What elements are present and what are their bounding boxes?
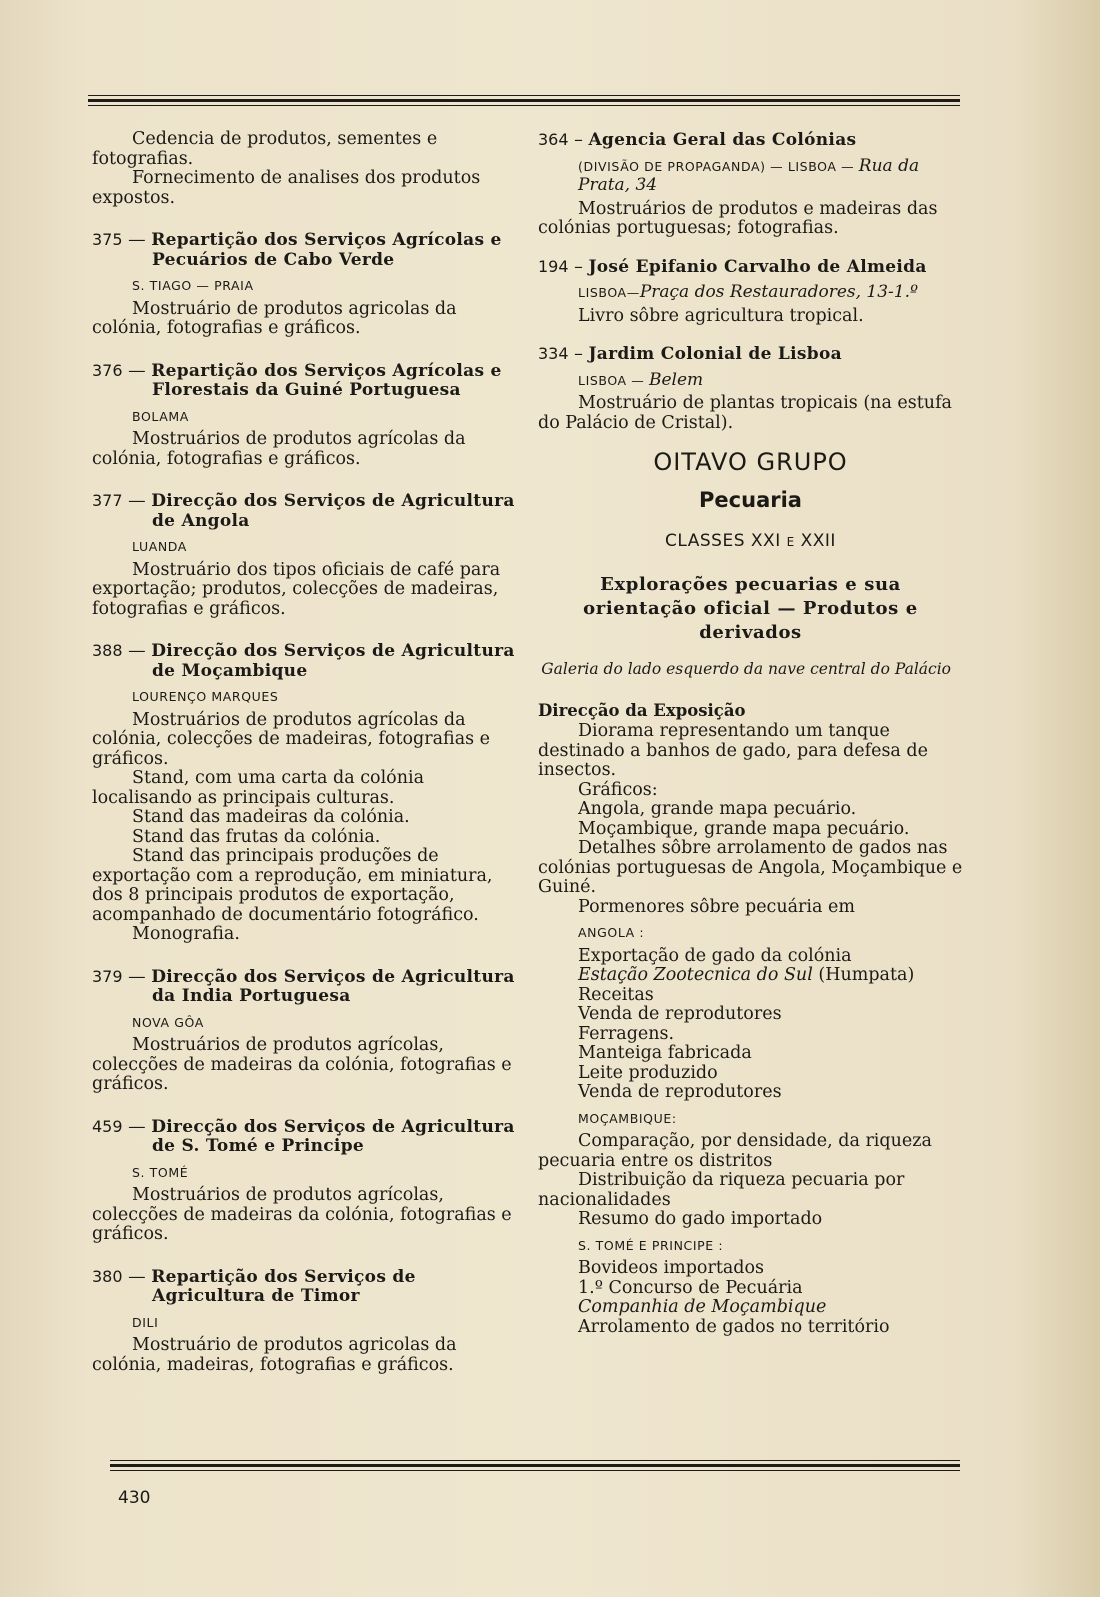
list-item: Arrolamento de gados no território (578, 1316, 890, 1337)
entry-description: Stand das madeiras da colónia. (132, 807, 410, 827)
list-item: Leite produzido (578, 1062, 718, 1083)
group-title: OITAVO GRUPO (653, 448, 848, 476)
entry-number: 459 (92, 1116, 123, 1136)
list-item: Moçambique, grande mapa pecuário. (578, 818, 910, 839)
list-item: Ferragens. (578, 1023, 675, 1044)
place-caps: LISBOA— (578, 285, 640, 300)
entry-388: 388 — Direcção dos Serviços de Agricultura de Moçambique LOURENÇO MARQUES Mostruários de produtos agrícolas da colónia, colecções de madeiras, fotografias e gráficos. Stand, com uma carta da colónia localisando as principais culturas. Stand das madeiras da colónia. Stand das frutas da colónia. Stand das principais produções de exportação com a reprodução, em miniatura, dos 8 principais produtos de exportação, acompanhado de documentário fotográfico. Monografia. (92, 641, 517, 945)
entry-description: Monografia. (132, 924, 240, 944)
list-item: Distribuição da riqueza pecuaria por nacionalidades (538, 1170, 905, 1210)
exhibitor-place (578, 157, 963, 196)
entry-description: Mostruário de plantas tropicais (na estufa do Palácio de Cristal). (538, 393, 952, 433)
classes-label-a: CLASSES XXI (665, 531, 781, 551)
entry-description: Livro sôbre agricultura tropical. (578, 305, 864, 326)
entry-description: Mostruário de produtos agricolas da colónia, madeiras, fotografias e gráficos. (92, 1335, 457, 1375)
list-item: Comparação, por densidade, da riqueza pecuaria entre os distritos (538, 1131, 932, 1171)
classes-heading (538, 532, 963, 553)
exhibitor-name: Direcção dos Serviços de Agricultura da India Portuguesa (151, 966, 515, 1006)
entry-number: 380 (92, 1266, 123, 1286)
entry-number: 376 (92, 360, 123, 380)
exhibitor-place (578, 283, 963, 303)
list-item: Venda de reprodutores (578, 1082, 782, 1102)
entry-description: Mostruários de produtos agrícolas, colecções de madeiras da colónia, fotografias e gráficos. (92, 1035, 512, 1094)
exhibitor-name: Direcção dos Serviços de Agricultura de Angola (151, 491, 515, 531)
graficos-label: Gráficos: (578, 779, 658, 800)
classes-label-b: XXII (800, 531, 836, 551)
exhibitor-place (578, 371, 963, 391)
top-rule (88, 95, 960, 109)
entry-379: 379 — Direcção dos Serviços de Agricultura da India Portuguesa NOVA GÔA Mostruários de produtos agrícolas, colecções de madeiras da colónia, fotografias e gráficos. (92, 967, 517, 1095)
station-place: (Humpata) (818, 965, 915, 985)
exhibitor-place: LOURENÇO MARQUES (132, 689, 279, 704)
entry-description: Stand, com uma carta da colónia localisando as principais culturas. (92, 768, 425, 808)
station-name: Estação Zootecnica do Sul (578, 965, 813, 985)
section-title: Pecuaria (699, 487, 802, 512)
place-address: Praça dos Restauradores, 13-1.º (639, 282, 919, 302)
exhibitor-name: Jardim Colonial de Lisboa (588, 344, 842, 364)
entry-number: 375 (92, 230, 123, 249)
right-column (538, 130, 963, 1337)
intro-text: Diorama representando um tanque destinado a banhos de gado, para defesa de insectos. (538, 721, 928, 780)
classes-conjunction: E (786, 535, 795, 549)
place-address: Belem (648, 369, 704, 390)
exhibitor-name: Repartição dos Serviços Agrícolas e Pecuários de Cabo Verde (151, 230, 502, 270)
list-item: Bovideos importados (578, 1258, 764, 1278)
entry-375: 375 — Repartição dos Serviços Agrícolas e Pecuários de Cabo Verde S. TIAGO — PRAIA Mostruário de produtos agricolas da colónia, fotografias e gráficos. (92, 230, 517, 339)
bottom-rule (110, 1460, 960, 1474)
page-number: 430 (118, 1488, 151, 1508)
stome-label: S. TOMÉ E PRINCIPE : (578, 1237, 724, 1253)
list-item: Manteiga fabricada (578, 1043, 752, 1063)
entry-number: 379 (92, 966, 123, 986)
location-note: Galeria do lado esquerdo da nave central do Palácio (541, 659, 951, 678)
theme-heading: Explorações pecuarias e sua orientação oficial — Produtos e derivados (583, 573, 918, 643)
entry-description: Mostruários de produtos e madeiras das colónias portuguesas; fotografias. (538, 198, 938, 238)
entry-description: Mostruários de produtos agrícolas da colónia, fotografias e gráficos. (92, 429, 466, 469)
mocambique-label: MOÇAMBIQUE: (578, 1110, 677, 1126)
list-item (538, 966, 963, 986)
exhibitor-place: LUANDA (132, 539, 187, 554)
detalhes-text: Detalhes sôbre arrolamento de gados nas colónias portuguesas de Angola, Moçambique e Guiné. (538, 838, 963, 897)
entry-description: Stand das frutas da colónia. (132, 826, 381, 847)
place-caps: LISBOA — (578, 372, 645, 388)
entry-459: 459 — Direcção dos Serviços de Agricultura de S. Tomé e Principe S. TOMÉ Mostruários de produtos agrícolas, colecções de madeiras da colónia, fotografias e gráficos. (92, 1117, 517, 1245)
exhibitor-name: José Epifanio Carvalho de Almeida (588, 256, 927, 277)
exhibitor-place: S. TOMÉ (132, 1164, 189, 1180)
exhibitor-place: NOVA GÔA (132, 1014, 204, 1030)
entry-description: Mostruário de produtos agricolas da colónia, fotografias e gráficos. (92, 298, 457, 338)
entry-377: 377 — Direcção dos Serviços de Agricultura de Angola LUANDA Mostruário dos tipos oficiais de café para exportação; produtos, colecções de madeiras, fotografias e gráficos. (92, 491, 517, 619)
exhibitor-name: Direcção da Exposição (538, 700, 746, 720)
entry-number: 377 (92, 491, 123, 510)
intro-line: Fornecimento de analises dos produtos expostos. (92, 168, 481, 208)
list-item: Venda de reprodutores (578, 1004, 782, 1024)
angola-label: ANGOLA : (578, 925, 645, 940)
entry-number: 334 (538, 344, 569, 363)
entry-380: 380 — Repartição dos Serviços de Agricultura de Timor DILI Mostruário de produtos agricolas da colónia, madeiras, fotografias e gráficos. (92, 1267, 517, 1376)
entry-number: 364 (538, 130, 569, 149)
list-item: 1.º Concurso de Pecuária (578, 1277, 803, 1298)
pormenores-text: Pormenores sôbre pecuária em (578, 896, 855, 917)
place-address: Rua da Prata, 34 (578, 155, 920, 195)
intro-line: Cedencia de produtos, sementes e fotografias. (92, 129, 438, 169)
list-item: Companhia de Moçambique (578, 1297, 827, 1317)
exhibitor-place: DILI (132, 1314, 159, 1330)
exhibitor-name: Direcção dos Serviços de Agricultura de S. Tomé e Principe (151, 1116, 515, 1156)
entry-194: 194 – José Epifanio Carvalho de Almeida LISBOA—Praça dos Restauradores, 13-1.º Livro sôbre agricultura tropical. (538, 257, 963, 327)
list-item: Receitas (578, 984, 654, 1005)
entry-description: Mostruários de produtos agrícolas, colecções de madeiras da colónia, fotografias e gráficos. (92, 1185, 512, 1244)
exhibitor-place: S. TIAGO — PRAIA (132, 278, 254, 293)
entry-description: Mostruário dos tipos oficiais de café para exportação; produtos, colecções de madeiras, fotografias e gráficos. (92, 559, 501, 619)
intro-block (92, 130, 517, 208)
list-item: Angola, grande mapa pecuário. (578, 799, 857, 819)
entry-description: Stand das principais produções de exportação com a reprodução, em miniatura, dos 8 principais produtos de exportação, acompanhado de documentário fotográfico. (92, 846, 493, 925)
entry-description: Mostruários de produtos agrícolas da colónia, colecções de madeiras, fotografias e gráficos. (92, 709, 491, 769)
entry-number: 194 (538, 256, 569, 276)
exhibitor-place: BOLAMA (132, 408, 189, 424)
entry-364: 364 – Agencia Geral das Colónias (DIVISÃO DE PROPAGANDA) — LISBOA — Rua da Prata, 34 Mostruários de produtos e madeiras das colónias portuguesas; fotografias. (538, 130, 963, 239)
exhibitor-name: Repartição dos Serviços Agrícolas e Florestais da Guiné Portuguesa (151, 360, 502, 400)
list-item: Resumo do gado importado (578, 1209, 823, 1229)
left-column (92, 130, 517, 1397)
place-caps: (DIVISÃO DE PROPAGANDA) — LISBOA — (578, 158, 855, 174)
exhibitor-name: Agencia Geral das Colónias (588, 130, 857, 150)
entry-376: 376 — Repartição dos Serviços Agrícolas e Florestais da Guiné Portuguesa BOLAMA Mostruários de produtos agrícolas da colónia, fotografias e gráficos. (92, 361, 517, 470)
entry-334: 334 – Jardim Colonial de Lisboa LISBOA — Belem Mostruário de plantas tropicais (na estufa do Palácio de Cristal). (538, 344, 963, 433)
entry-number: 388 (92, 641, 123, 660)
exhibitor-name: Direcção dos Serviços de Agricultura de Moçambique (151, 641, 515, 681)
list-item: Exportação de gado da colónia (578, 945, 852, 966)
exhibitor-name: Repartição dos Serviços de Agricultura de Timor (151, 1266, 416, 1306)
